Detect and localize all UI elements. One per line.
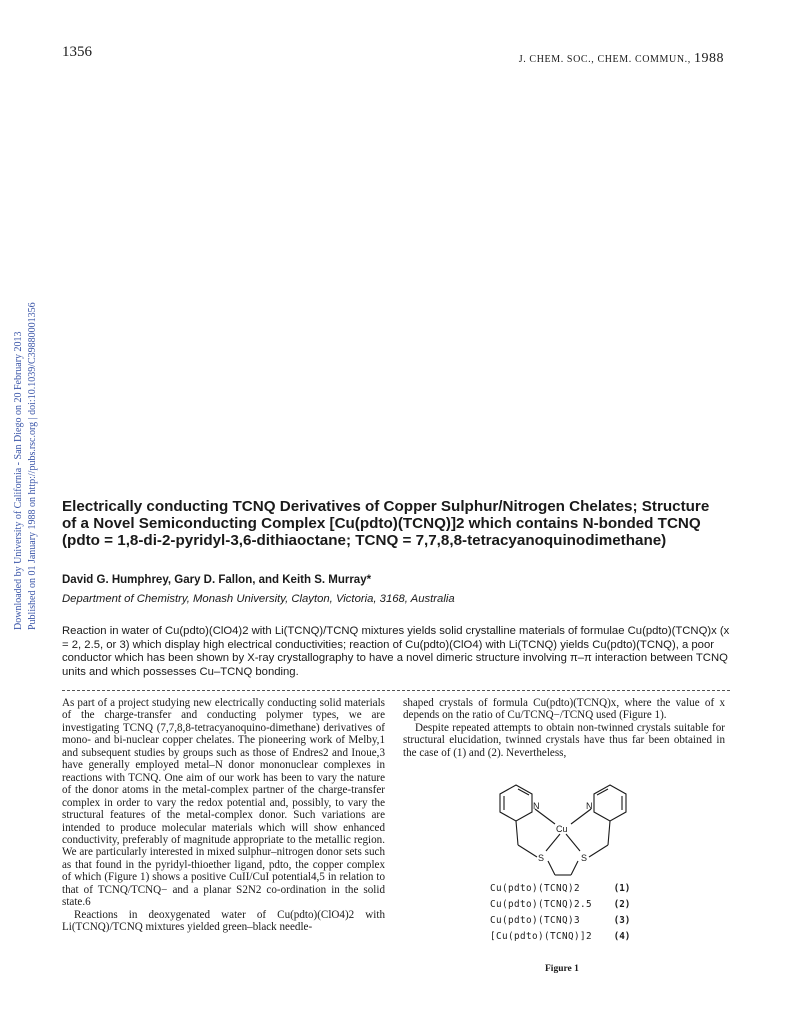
body-paragraph: shaped crystals of formula Cu(pdto)(TCNQ)x, where the value of x depends on the ratio of Cu/TCNQ−/TCNQ used (Figure 1).: [403, 697, 725, 722]
publication-notice[interactable]: Published on 01 January 1988 on http://pubs.rsc.org | doi:10.1039/C39880001356: [27, 302, 38, 630]
pdto-copper-structure-diagram: [480, 775, 660, 895]
body-column-right: [403, 697, 725, 759]
abstract-divider: [62, 690, 730, 691]
journal-year: 1988: [694, 51, 724, 66]
compound-number: (2): [613, 899, 631, 910]
compound-formula: [Cu(pdto)(TCNQ)]2: [490, 931, 592, 942]
body-column-left: [62, 697, 385, 934]
right-pyridine-ring: [594, 785, 626, 821]
title-part-1: Electrically conducting TCNQ Derivatives of Copper Sulphur/Nitrogen Chelates; Structure of a Novel Semiconducting Complex [Cu(pdto)(TCNQ)]2 which contains N-bonded TCNQ (pdto = 1,8-di-2-pyridyl-3,6-dithiaoctane; TCNQ = 7,7,8,8-tetracyanoquinodimethane): [62, 498, 710, 549]
compound-formula: Cu(pdto)(TCNQ)2: [490, 883, 580, 894]
author-affiliation: Department of Chemistry, Monash University, Clayton, Victoria, 3168, Australia: [62, 593, 455, 605]
sulphur-left-label: S: [538, 853, 545, 863]
compound-formula: Cu(pdto)(TCNQ)2.5: [490, 899, 592, 910]
compound-row: [490, 899, 630, 915]
journal-name: J. CHEM. SOC., CHEM. COMMUN.,: [518, 54, 691, 65]
copper-label: Cu: [556, 824, 568, 834]
compound-list: [490, 883, 630, 947]
body-paragraph: Despite repeated attempts to obtain non-twinned crystals suitable for structural elucidation, twinned crystals have thus far been obtained in the case of (1) and (2). Nevertheless,: [403, 721, 725, 759]
journal-header: [519, 51, 724, 67]
download-notice[interactable]: Downloaded by University of California - San Diego on 20 February 2013: [13, 331, 24, 630]
compound-row: [490, 915, 630, 931]
compound-number: (4): [613, 931, 631, 942]
compound-row: [490, 883, 630, 899]
compound-formula: Cu(pdto)(TCNQ)3: [490, 915, 580, 926]
body-paragraph: As part of a project studying new electrically conducting solid materials of the charge-transfer and conducting polymer types, we are investigating TCNQ (7,7,8,8-tetracyanoquino-dimethane) derivatives of mono- and bi-nuclear copper chelates. The pioneering work of Melby,1 and subsequent studies by groups such as those of Endres2 and Inoue,3 have generally employed metal–N donor mononuclear complexes in reactions with TCNQ. One aim of our work has been to vary the nature of the donor atoms in the metal-complex partner of the charge-transfer complex in order to vary the redox potential and, possibly, to vary the structural features of the metal-complex donor. Such variations are intended to produce molecular materials which will show enhanced conductivity, preferably of magnitude appropriate to the metallic region. We are particularly interested in mixed sulphur–nitrogen donor sets such as that found in the pyridyl-thioether ligand, pdto, the copper complex of which (Figure 1) shows a positive CuII/CuI potential4,5 in relation to that of TCNQ/TCNQ− and a planar S2N2 co-ordination in the solid state.6: [62, 697, 385, 909]
compound-number: (3): [613, 915, 631, 926]
article-authors: David G. Humphrey, Gary D. Fallon, and Keith S. Murray*: [62, 574, 372, 586]
article-abstract: Reaction in water of Cu(pdto)(ClO4)2 with Li(TCNQ)/TCNQ mixtures yields solid crystalline materials of formulae Cu(pdto)(TCNQ)x (x = 2, 2.5, or 3) which display high electrical conductivities; reaction of Cu(pdto)(ClO4) with Li(TCNQ) yields Cu(pdto)(TCNQ), a poor conductor which has been shown by X-ray crystallography to have a novel dimeric structure involving π–π interaction between TCNQ units and which possesses Cu–TCNQ bonding.: [62, 625, 730, 678]
figure-caption: Figure 1: [545, 964, 579, 974]
page-number: 1356: [62, 44, 92, 60]
nitrogen-left-label: N: [533, 801, 540, 811]
compound-row: [490, 931, 630, 947]
nitrogen-right-label: N: [586, 801, 593, 811]
structure-atom-labels: [533, 801, 593, 863]
body-paragraph: Reactions in deoxygenated water of Cu(pdto)(ClO4)2 with Li(TCNQ)/TCNQ mixtures yielded green–black needle-: [62, 908, 385, 934]
article-title: [62, 498, 722, 549]
sulphur-right-label: S: [581, 853, 588, 863]
left-pyridine-ring: [500, 785, 532, 821]
compound-number: (1): [613, 883, 631, 894]
